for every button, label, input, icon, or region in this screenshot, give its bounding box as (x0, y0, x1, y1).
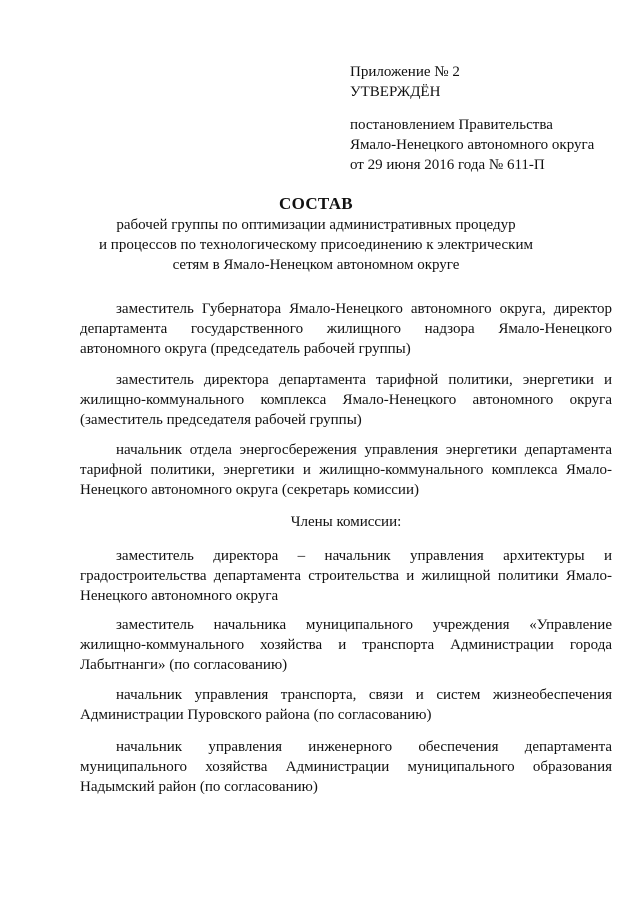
list-item: заместитель начальника муниципального учреждения «Управление жилищно-коммунального хозяйства и транспорта Администрации города Лабытнанги» (по согласованию) (80, 617, 612, 673)
approved-label: УТВЕРЖДЁН (350, 84, 441, 100)
member-entry-3 (80, 685, 612, 725)
document-subtitle (78, 215, 554, 275)
approval-line-date: от 29 июня 2016 года № 611-П (350, 157, 545, 173)
subtitle-line: сетям в Ямало-Ненецком автономном округе (172, 257, 460, 273)
approval-line-resolution: постановлением Правительства (350, 117, 553, 133)
deputy-chairman-entry (80, 370, 612, 430)
appendix-number: Приложение № 2 (350, 64, 460, 80)
approval-line-okrug: Ямало-Ненецкого автономного округа (350, 137, 595, 153)
list-item: начальник отдела энергосбережения управления энергетики департамента тарифной политики, энергетики и жилищно-коммунального комплекса Ямало-Ненецкого автономного округа (секретарь комиссии) (80, 442, 612, 498)
subtitle-line: рабочей группы по оптимизации административных процедур (116, 217, 516, 233)
secretary-entry (80, 440, 612, 500)
member-entry-4 (80, 737, 612, 797)
chairman-entry (80, 299, 612, 359)
members-heading: Члены комиссии: (290, 514, 402, 530)
member-entry-1 (80, 546, 612, 606)
list-item: заместитель директора департамента тарифной политики, энергетики и жилищно-коммунального комплекса Ямало-Ненецкого автономного округа (заместитель председателя рабочей группы) (80, 372, 612, 428)
member-entry-2 (80, 615, 612, 675)
list-item: заместитель директора – начальник управления архитектуры и градостроительства департамента строительства и жилищной политики Ямало-Ненецкого автономного округа (80, 548, 612, 604)
list-item: заместитель Губернатора Ямало-Ненецкого автономного округа, директор департамента государственного жилищного надзора Ямало-Ненецкого автономного округа (председатель рабочей группы) (80, 301, 612, 357)
approval-stamp (350, 62, 620, 175)
list-item: начальник управления инженерного обеспечения департамента муниципального хозяйства Администрации муниципального образования Надымский район (по согласованию) (80, 739, 612, 795)
document-heading (78, 193, 554, 275)
subtitle-line: и процессов по технологическому присоединению к электрическим (99, 237, 533, 253)
page-title: СОСТАВ (279, 194, 353, 213)
list-item: начальник управления транспорта, связи и систем жизнеобеспечения Администрации Пуровского района (по согласованию) (80, 687, 612, 723)
